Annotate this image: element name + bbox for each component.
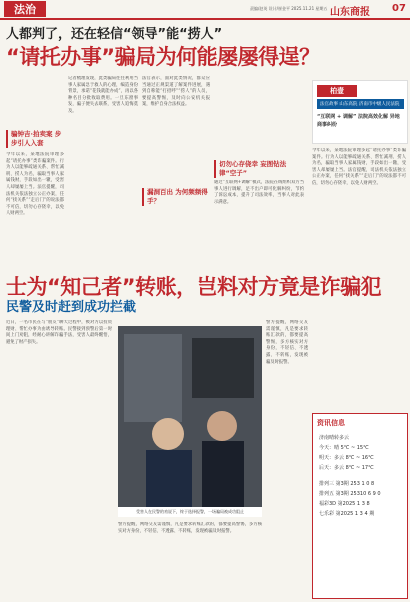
info-line: 福彩3D 第2025 1 3 8 <box>319 501 370 507</box>
top-kicker: 人都判了，还在轻信“领导”能“捞人” <box>6 27 223 42</box>
info-line: 排列三 第3期 253 1 0 8 <box>319 481 375 487</box>
page-number: 07 <box>392 3 406 14</box>
lower-subtitle: 民警及时赶到成功拦截 <box>6 300 137 315</box>
top-headline: “请托办事”骗局为何能屡屡得逞？ <box>6 45 320 69</box>
lower-mid-text: 警方提醒，网络交友需谨慎，凡是要求转账汇款的，都要提高警惕，多方核实对方身份，不轻信、不透露、不转账，发现被骗及时报警。 <box>118 522 262 534</box>
right-column-text: 今年以来，某地法院审理多起“请托办事”类诈骗案件。行为人以能够疏通关系、帮忙减刑、捞人为名，骗取当事人家属钱财，手段如出一辙，受害人却屡屡上当。法官提醒，司法机关依法独立公正办案，任何“找关系”“走后门”的说法都不可信，切勿心存侥幸，以免人财两空。 <box>312 148 406 186</box>
paper-name: 山东商报 <box>330 7 370 18</box>
panel-title: “互联网 + 调解” 法院高效化解 异地商事纠纷 <box>317 114 400 128</box>
lower-right-text: 警方提醒，网络交友需谨慎，凡是要求转账汇款的，都要提高警惕，多方核实对方身份，不轻信、不透露、不转账，发现被骗及时报警。 <box>266 320 308 365</box>
story-panel <box>312 80 408 144</box>
info-line: 排列五 第3期 25310 6 9 0 <box>319 491 381 497</box>
column-4-text: 通过“互联网+调解”模式，法院在线组织双方当事人进行调解，足不出户即可化解纠纷，节约了诉讼成本，提升了司法效率，当事人对此表示满意。 <box>214 180 304 205</box>
page-header <box>0 0 410 20</box>
column-3-text: 法官表示，面对此类情况，群众应当通过正规渠道了解案件进展，遇到自称能“打招呼”“捞人”的人员，要提高警惕，及时向公安机关报案，维护自身合法权益。 <box>142 76 210 108</box>
info-line: 七乐彩 第2025 1 3 4 期 <box>319 511 375 517</box>
section-tag: 法治 <box>4 1 46 17</box>
news-photo <box>118 326 262 517</box>
column-2-text: 记者梳理发现，此类骗局往往利用当事人家属急于救人的心理，编造身份背景，承诺“花钱就能办成”，再以各种名目分批收取费用。一旦东窗事发，骗子便失去联系，受害人追悔莫及。 <box>68 76 138 114</box>
photo-caption: 受害人在民警的劝说下，终于选择报警，一场骗局被成功阻止 <box>118 507 262 517</box>
edition-meta: 责编/赵英 设计/崔金平 2025.11.21 星期五 <box>250 6 328 11</box>
info-line: 后天：多云 8℃ ~ 17℃ <box>319 465 374 471</box>
info-line: 今天：晴 5℃ ~ 15℃ <box>319 445 369 451</box>
mid-subhead-2: 切勿心存侥幸 妄图钻法律“空子” <box>214 160 289 178</box>
lower-headline: 士为“知己者”转账，岂料对方竟是诈骗犯 <box>6 275 382 299</box>
info-title: 资讯信息 <box>317 419 345 427</box>
mid-subhead-1: 漏洞百出 为何频频得手？ <box>142 188 213 206</box>
info-box <box>312 413 408 599</box>
info-line: 明天：多云 8℃ ~ 16℃ <box>319 455 374 461</box>
info-line: 济南晴转多云 <box>319 435 350 441</box>
lower-left-text: 近日，一名市民在与“朋友”聊天过程中，被对方以投资理财、帮忙办事为由诱导转账。民警接到预警后第一时间上门劝阻，经耐心讲解诈骗手法，受害人最终醒悟，避免了财产损失。 <box>6 320 112 345</box>
left-column-text: 今年以来，某地法院审理多起“请托办事”类诈骗案件。行为人以能够疏通关系、帮忙减刑、捞人为名，骗取当事人家属钱财，手段如出一辙，受害人却屡屡上当。法官提醒，司法机关依法独立公正办案，任何“找关系”“走后门”的说法都不可信，切勿心存侥幸，以免人财两空。 <box>6 152 64 217</box>
court-logo: 法官故事 山东高院 济南市中级人民法院 <box>317 99 404 109</box>
photo-image <box>118 326 262 507</box>
left-subhead: 骗钟吉·拍卖案 步步引人入套 <box>6 130 67 148</box>
panel-label: 柏壹 <box>317 85 357 97</box>
